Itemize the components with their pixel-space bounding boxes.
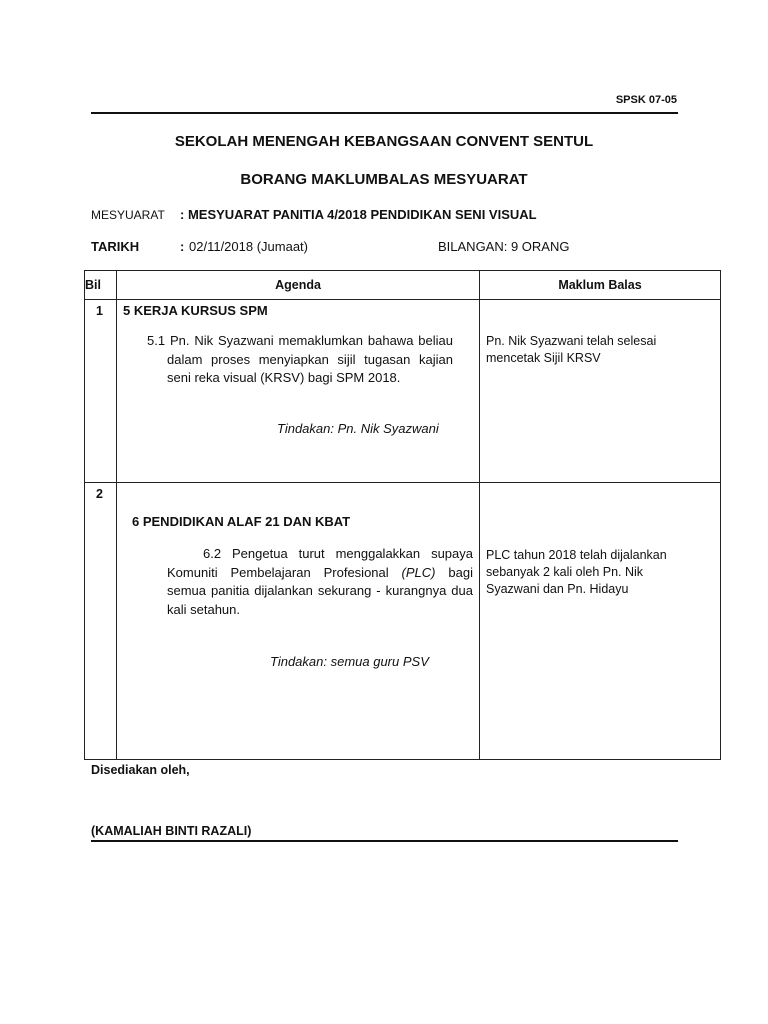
form-title: BORANG MAKLUMBALAS MESYUARAT — [240, 171, 528, 188]
header-agenda: Agenda — [117, 271, 480, 300]
attendance-count: BILANGAN: 9 ORANG — [438, 239, 570, 254]
section-title: 6 PENDIDIKAN ALAF 21 DAN KBAT — [132, 514, 351, 529]
row-agenda-cell — [117, 483, 480, 760]
response-text: PLC tahun 2018 telah dijalankan sebanyak 2 kali oleh Pn. Nik Syazwani dan Pn. Hidayu — [486, 548, 667, 596]
agenda-item-text — [167, 545, 473, 619]
row-response-cell — [480, 300, 721, 483]
school-name: SEKOLAH MENENGAH KEBANGSAAN CONVENT SENTUL — [174, 133, 594, 150]
row-number: 2 — [96, 487, 103, 501]
form-code: SPSK 07-05 — [615, 94, 677, 106]
section-title: 5 KERJA KURSUS SPM — [123, 303, 268, 318]
top-divider — [91, 112, 678, 114]
date-label: TARIKH — [91, 239, 140, 254]
table-row — [85, 300, 721, 483]
signatory-name: (KAMALIAH BINTI RAZALI) — [91, 824, 252, 838]
item-text-italic: (PLC) — [401, 564, 436, 580]
item-text-part: 6.2 Pengetua turut menggalakkan supaya Komuniti Pembelajaran Profesional — [167, 546, 473, 580]
date-value: 02/11/2018 (Jumaat) — [189, 239, 308, 254]
row-agenda-cell — [117, 300, 480, 483]
date-colon: : — [180, 239, 185, 254]
row-response-cell — [480, 483, 721, 760]
signature-line — [91, 840, 678, 842]
header-maklum-balas: Maklum Balas — [480, 271, 721, 300]
agenda-table — [84, 270, 721, 760]
agenda-item-text: 5.1 Pn. Nik Syazwani memaklumkan bahawa beliau dalam proses menyiapkan sijil tugasan kajian seni reka visual (KRSV) bagi SPM 2018. — [147, 333, 453, 385]
table-header-row — [85, 271, 721, 300]
item-text-part: bagi semua panitia dijalankan sekurang - kurangnya dua kali setahun. — [167, 564, 473, 617]
prepared-by-label: Disediakan oleh, — [91, 763, 190, 777]
meeting-value: : MESYUARAT PANITIA 4/2018 PENDIDIKAN SENI VISUAL — [180, 207, 537, 222]
response-text: Pn. Nik Syazwani telah selesai mencetak Sijil KRSV — [486, 334, 657, 365]
row-bil-cell — [85, 300, 117, 483]
meeting-label: MESYUARAT — [91, 208, 165, 222]
action-owner: Tindakan: semua guru PSV — [270, 654, 429, 669]
header-bil: Bil — [85, 271, 117, 300]
action-owner: Tindakan: Pn. Nik Syazwani — [277, 421, 439, 436]
row-bil-cell — [85, 483, 117, 760]
row-number: 1 — [96, 304, 103, 318]
table-row — [85, 483, 721, 760]
